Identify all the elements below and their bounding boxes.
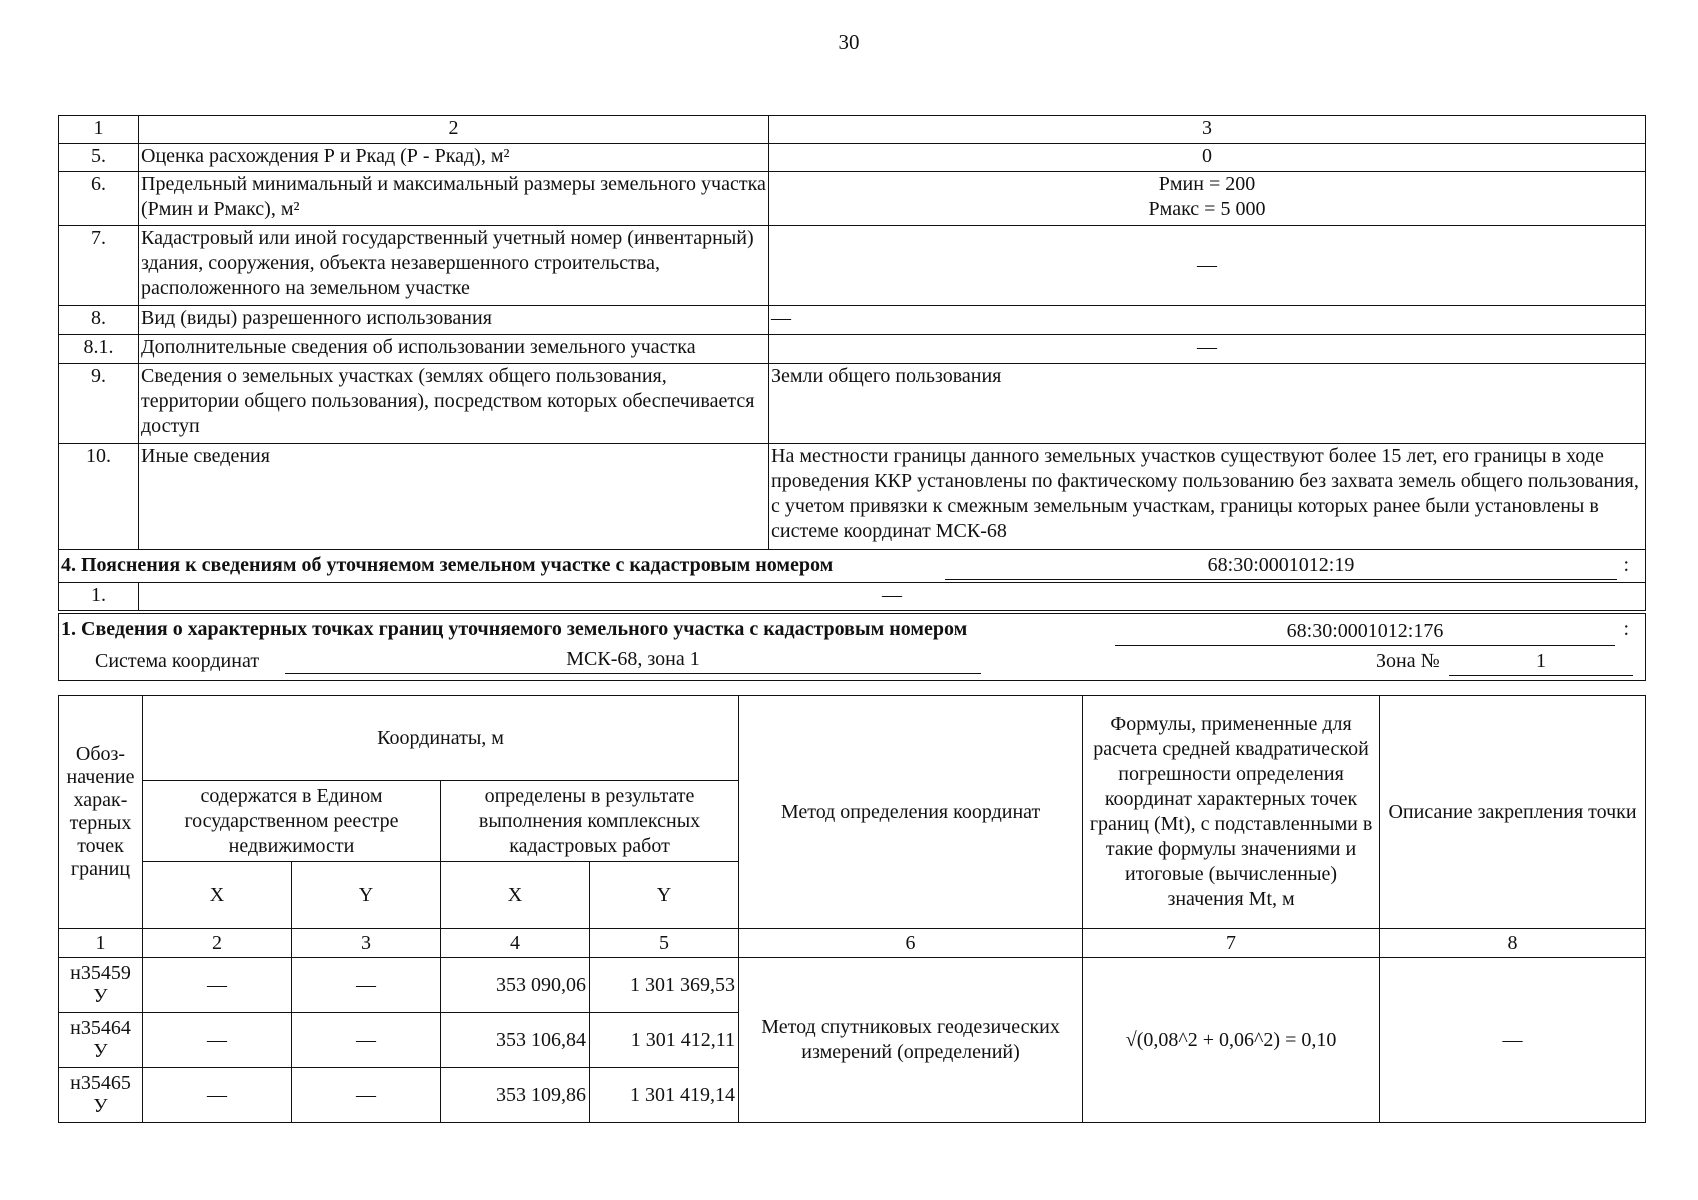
x-determined-header: X — [441, 862, 590, 929]
row-label: Предельный минимальный и максимальный размеры земельного участка (Рмин и Рмакс), м² — [139, 172, 769, 226]
coordinates-header: Координаты, м — [143, 696, 739, 781]
column-number: 1 — [59, 929, 143, 958]
y-value: 1 301 369,53 — [590, 958, 739, 1013]
section-4-row — [59, 550, 1646, 583]
col-header-2: 2 — [139, 116, 769, 144]
x-registry-value: — — [143, 1013, 292, 1068]
fixing-value: — — [1380, 958, 1646, 1123]
row-number: 1. — [59, 583, 139, 612]
point-designation: н35464 У — [59, 1013, 143, 1068]
row-value: — — [769, 306, 1646, 335]
row-label: Кадастровый или иной государственный учетный номер (инвентарный) здания, сооружения, объекта незавершенного строительства, расположенного на земельном участке — [139, 226, 769, 306]
y-determined-header: Y — [590, 862, 739, 929]
max-area-value: Рмакс = 5 000 — [1148, 198, 1266, 220]
row-value: — — [769, 226, 1646, 306]
section-1-cadastral-number: 68:30:0001012:176 — [1115, 619, 1615, 646]
table-row — [59, 226, 1646, 306]
coord-system-value: МСК-68, зона 1 — [285, 647, 981, 674]
formula-value: √(0,08^2 + 0,06^2) = 0,10 — [1083, 958, 1380, 1123]
point-designation: н35465 У — [59, 1068, 143, 1123]
row-label: Вид (виды) разрешенного использования — [139, 306, 769, 335]
row-label: Дополнительные сведения об использовании земельного участка — [139, 335, 769, 364]
section-1-row — [59, 612, 1646, 681]
row-value: — — [139, 583, 1646, 612]
col-header-3: 3 — [769, 116, 1646, 144]
point-designation: н35459 У — [59, 958, 143, 1013]
land-plot-info-table — [58, 115, 1646, 681]
section-1-title: 1. Сведения о характерных точках границ уточняемого земельного участка с кадастровым номером — [61, 617, 968, 640]
table-row — [59, 144, 1646, 172]
column-number: 7 — [1083, 929, 1380, 958]
row-number: 6. — [59, 172, 139, 226]
min-area-value: Рмин = 200 — [1158, 173, 1256, 195]
row-value: 0 — [769, 144, 1646, 172]
section-4-cadastral-number: 68:30:0001012:19 — [945, 553, 1617, 580]
row-label: Сведения о земельных участках (землях общего пользования, территории общего пользования), посредством которых обеспечивается доступ — [139, 364, 769, 444]
section-1-colon: : — [1623, 617, 1629, 640]
designation-header: Обоз-начение харак-терных точек границ — [59, 696, 143, 929]
row-number: 8.1. — [59, 335, 139, 364]
column-numbers-row — [59, 929, 1646, 958]
column-number: 6 — [739, 929, 1083, 958]
column-number: 8 — [1380, 929, 1646, 958]
section-1-cell — [59, 612, 1646, 681]
boundary-points-table — [58, 695, 1646, 1123]
x-value: 353 090,06 — [441, 958, 590, 1013]
column-number: 2 — [143, 929, 292, 958]
row-value — [769, 172, 1646, 226]
zone-value: 1 — [1449, 649, 1633, 676]
row-number: 9. — [59, 364, 139, 444]
table-row — [59, 958, 1646, 1013]
y-value: 1 301 412,11 — [590, 1013, 739, 1068]
y-registry-value: — — [292, 1013, 441, 1068]
column-number: 4 — [441, 929, 590, 958]
x-value: 353 106,84 — [441, 1013, 590, 1068]
row-number: 5. — [59, 144, 139, 172]
column-number: 5 — [590, 929, 739, 958]
x-registry-value: — — [143, 1068, 292, 1123]
x-registry-value: — — [143, 958, 292, 1013]
table-row — [59, 306, 1646, 335]
table-row — [59, 444, 1646, 550]
determined-header: определены в результате выполнения комплексных кадастровых работ — [441, 781, 739, 862]
method-header: Метод определения координат — [739, 696, 1083, 929]
table-row — [59, 172, 1646, 226]
row-number: 7. — [59, 226, 139, 306]
coord-system-label: Система координат — [95, 649, 260, 672]
row-number: 10. — [59, 444, 139, 550]
row-value: — — [769, 335, 1646, 364]
row-value: Земли общего пользования — [769, 364, 1646, 444]
formulas-header: Формулы, примененные для расчета средней квадратической погрешности определения координат характерных точек границ (Mt), с подставленными в такие формулы значениями и итоговые (вычисленные) значения Mt, м — [1083, 696, 1380, 929]
y-registry-value: — — [292, 1068, 441, 1123]
y-registry-header: Y — [292, 862, 441, 929]
row-number: 8. — [59, 306, 139, 335]
row-value: На местности границы данного земельных участков существуют более 15 лет, его границы в ходе проведения ККР установлены по фактическому пользованию без захвата земель общего пользования, с учетом привязки к смежным земельным участкам, границы которых ранее были установлены в системе координат МСК-68 — [769, 444, 1646, 550]
section-4-item-row — [59, 583, 1646, 612]
row-label: Оценка расхождения Р и Ркад (Р - Ркад), м² — [139, 144, 769, 172]
table-header-row — [59, 116, 1646, 144]
section-4-cell — [59, 550, 1646, 583]
x-value: 353 109,86 — [441, 1068, 590, 1123]
col-header-1: 1 — [59, 116, 139, 144]
column-number: 3 — [292, 929, 441, 958]
table-row — [59, 364, 1646, 444]
row-label: Иные сведения — [139, 444, 769, 550]
section-4-colon: : — [1623, 554, 1629, 576]
page-number: 30 — [838, 30, 860, 54]
fixing-header: Описание закрепления точки — [1380, 696, 1646, 929]
table-row — [59, 335, 1646, 364]
x-registry-header: X — [143, 862, 292, 929]
registry-header: содержатся в Едином государственном реестре недвижимости — [143, 781, 441, 862]
y-registry-value: — — [292, 958, 441, 1013]
y-value: 1 301 419,14 — [590, 1068, 739, 1123]
method-value: Метод спутниковых геодезических измерений (определений) — [739, 958, 1083, 1123]
zone-label: Зона № — [1376, 649, 1440, 672]
section-4-title: 4. Пояснения к сведениям об уточняемом земельном участке с кадастровым номером — [61, 554, 834, 576]
